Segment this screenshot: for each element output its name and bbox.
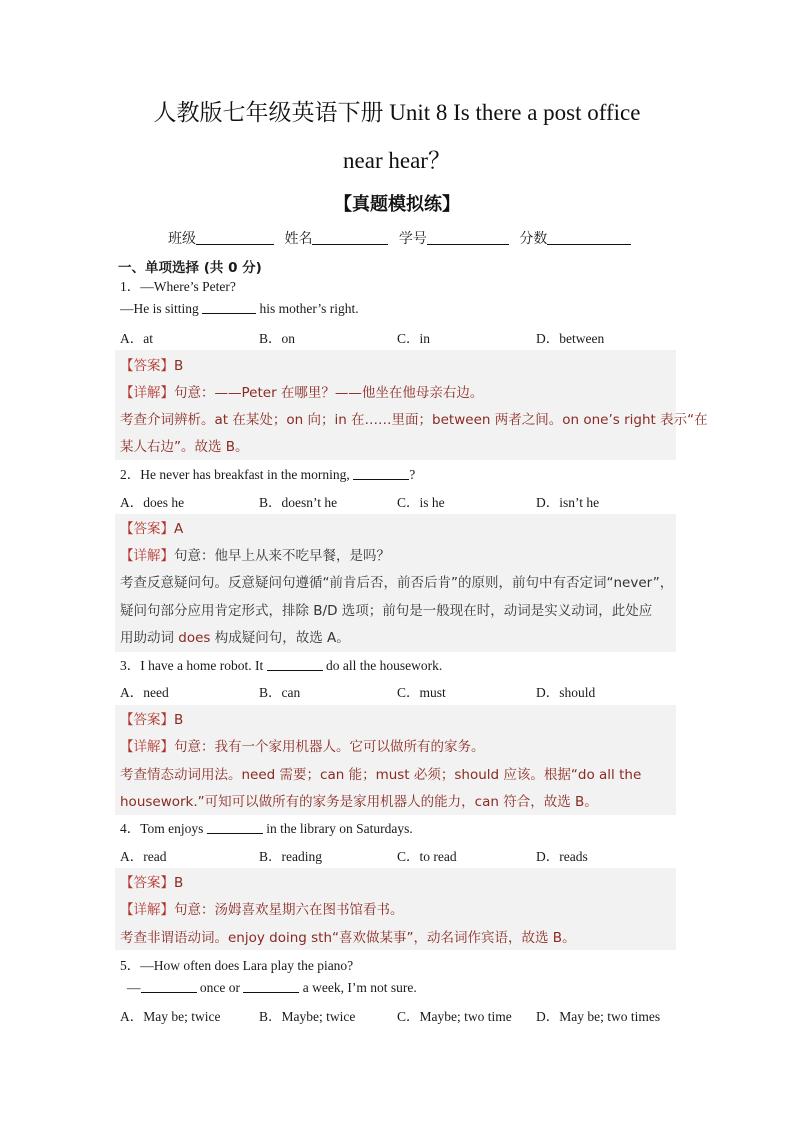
q2-exp3-pre: 用助动词 — [120, 630, 179, 646]
section-heading: 一、单项选择 (共 0 分) — [118, 260, 262, 276]
q2-blank — [353, 467, 409, 480]
field-id — [399, 228, 509, 248]
field-score-label: 分数 — [519, 231, 548, 247]
q2-explanation-2: 疑问句部分应用肯定形式，排除 B/D 选项；前句是一般现在时，动词是实义动词，此处应 — [120, 603, 653, 619]
field-id-line[interactable] — [427, 230, 509, 245]
q5-stem-line1: 5．—How often does Lara play the piano? — [120, 958, 354, 973]
q1-stem-line2 — [120, 301, 359, 317]
student-info-row — [168, 228, 637, 248]
q3-option-a: A．need — [120, 685, 169, 700]
field-id-label: 学号 — [398, 231, 427, 247]
q3-detail-tag: 【详解】 — [120, 739, 174, 755]
q3-explanation-2: housework.”可知可以做所有的家务是家用机器人的能力，can 符合，故选 B。 — [120, 794, 598, 810]
q1-stem-line1: 1．—Where’s Peter? — [120, 279, 236, 294]
q1-stem-post: his mother’s right. — [256, 301, 359, 316]
q4-stem-pre: 4．Tom enjoys — [120, 821, 207, 836]
q3-detail — [120, 735, 485, 755]
q2-answer-tag: 【答案】 — [120, 521, 174, 537]
q2-answer-value: A — [174, 521, 184, 537]
q1-blank — [202, 301, 256, 314]
q1-answer-tag: 【答案】 — [120, 358, 174, 374]
q3-option-c: C．must — [397, 685, 446, 700]
q3-blank — [267, 658, 323, 671]
q4-answer — [120, 871, 183, 891]
q4-answer-tag: 【答案】 — [120, 875, 174, 891]
q1-stem-pre: —He is sitting — [120, 301, 203, 316]
q4-answer-value: B — [174, 875, 184, 891]
field-class-label: 班级 — [168, 231, 196, 247]
page-title-line-1: 人教版七年级英语下册 Unit 8 Is there a post office — [153, 100, 641, 125]
q5-stem-mid: once or — [196, 980, 244, 995]
q2-detail — [120, 544, 390, 564]
q1-option-c: C．in — [397, 331, 431, 346]
q5-option-a: A．May be; twice — [120, 1009, 221, 1024]
q3-detail-text: 句意：我有一个家用机器人。它可以做所有的家务。 — [174, 739, 485, 755]
q1-detail — [120, 381, 483, 401]
q3-stem-pre: 3．I have a home robot. It — [120, 658, 267, 673]
q1-explanation-1: 考查介词辨析。at 在某处；on 向；in 在……里面；between 两者之间。on one’s right 表示“在 — [120, 412, 708, 428]
q3-option-d: D．should — [536, 685, 596, 700]
page-subtitle: 【真题模拟练】 — [334, 194, 460, 215]
q2-answer — [120, 517, 183, 537]
q1-answer — [120, 354, 183, 374]
q3-answer-tag: 【答案】 — [120, 712, 174, 728]
q5-option-d: D．May be; two times — [536, 1009, 661, 1024]
q2-exp3-keyword: does — [178, 630, 211, 646]
field-class-line[interactable] — [196, 230, 274, 245]
q2-option-c: C．is he — [397, 495, 445, 510]
q4-option-a: A．read — [120, 849, 167, 864]
q1-answer-value: B — [174, 358, 184, 374]
q5-option-b: B．Maybe; twice — [259, 1009, 356, 1024]
q5-blank-2 — [243, 980, 299, 993]
field-score-line[interactable] — [547, 230, 631, 245]
q4-explanation-1: 考查非谓语动词。enjoy doing sth“喜欢做某事”，动名词作宾语，故选 B。 — [120, 930, 576, 946]
field-class — [168, 228, 274, 248]
q5-stem-line2 — [127, 980, 417, 996]
field-name-line[interactable] — [312, 230, 388, 245]
q2-explanation-1: 考查反意疑问句。反意疑问句遵循“前肯后否，前否后肯”的原则，前句中有否定词“never”， — [120, 575, 674, 591]
q1-option-b: B．on — [259, 331, 296, 346]
q2-stem-post: ? — [409, 467, 416, 482]
q2-detail-text: 句意：他早上从来不吃早餐，是吗？ — [174, 548, 390, 564]
page-title-line-2: near hear？ — [343, 148, 451, 173]
q4-option-b: B．reading — [259, 849, 322, 864]
q5-blank-1 — [141, 980, 197, 993]
q1-detail-text: 句意：——Peter 在哪里？——他坐在他母亲右边。 — [174, 385, 484, 401]
q2-option-a: A．does he — [120, 495, 185, 510]
field-score — [519, 228, 631, 248]
field-name-label: 姓名 — [284, 231, 313, 247]
q1-detail-tag: 【详解】 — [120, 385, 174, 401]
q1-option-a: A．at — [120, 331, 153, 346]
q2-option-b: B．doesn’t he — [259, 495, 338, 510]
q4-detail — [120, 898, 404, 918]
q2-detail-tag: 【详解】 — [120, 548, 174, 564]
q3-stem — [120, 654, 442, 674]
q4-option-c: C．to read — [397, 849, 457, 864]
q4-stem-post: in the library on Saturdays. — [262, 821, 413, 836]
q3-option-b: B．can — [259, 685, 301, 700]
field-name — [284, 228, 388, 248]
q4-option-d: D．reads — [536, 849, 588, 864]
q4-detail-text: 句意：汤姆喜欢星期六在图书馆看书。 — [174, 902, 404, 918]
q3-explanation-1: 考查情态动词用法。need 需要；can 能；must 必须；should 应该。根据“do all the — [120, 767, 642, 783]
q5-stem-pre: — — [127, 980, 141, 995]
q2-option-d: D．isn’t he — [536, 495, 600, 510]
q5-option-c: C．Maybe; two time — [397, 1009, 512, 1024]
q3-answer-value: B — [174, 712, 184, 728]
q2-exp3-post: 构成疑问句，故选 A。 — [210, 630, 350, 646]
q5-stem-post: a week, I’m not sure. — [299, 980, 417, 995]
q2-stem — [120, 463, 415, 483]
q2-explanation-3 — [120, 626, 350, 646]
q4-detail-tag: 【详解】 — [120, 902, 174, 918]
q2-stem-pre: 2．He never has breakfast in the morning, — [120, 467, 354, 482]
q3-answer — [120, 708, 183, 728]
q1-explanation-2: 某人右边”。故选 B。 — [120, 439, 249, 455]
q4-blank — [207, 821, 263, 834]
q3-stem-post: do all the housework. — [322, 658, 443, 673]
q1-option-d: D．between — [536, 331, 605, 346]
q4-stem — [120, 817, 413, 837]
